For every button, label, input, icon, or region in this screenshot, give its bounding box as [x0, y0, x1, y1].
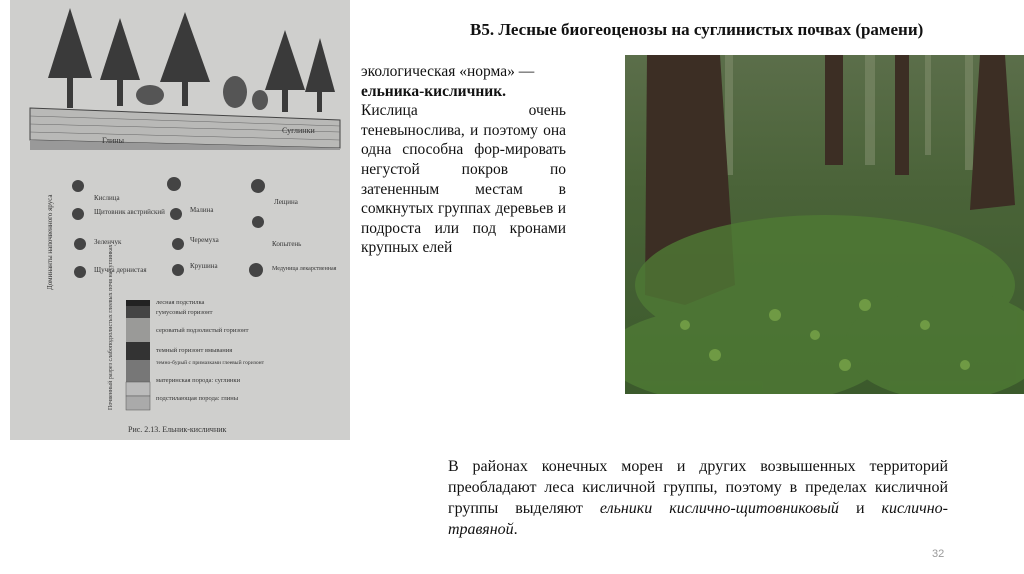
- plant-label-8: Лещина: [274, 198, 298, 206]
- textbook-figure-scan: [10, 0, 350, 440]
- dominants-label: Доминанты напочвенного яруса: [46, 194, 54, 290]
- bottom-text-emph1: ельники кислично-щитовниковый: [599, 500, 839, 517]
- plant-label-1: Кислица: [94, 194, 120, 202]
- bottom-text-end: .: [513, 521, 518, 538]
- bottom-text-mid: и: [838, 500, 882, 517]
- plant-label-3: Зеленчук: [94, 238, 122, 246]
- soil-profile-column: [126, 300, 150, 410]
- bottom-text-emph2: кислично-травяной: [448, 500, 949, 538]
- description-body: Кислица очень теневынослива, и поэтому она одна способна фор-мировать негустой покров по затененным местам в сомкнутых группах деревьев и подроста или под кронами крупных елей: [361, 102, 566, 257]
- plant-label-10: Медуница лекарственная: [272, 266, 337, 272]
- description-highlight: ельника-кисличник.: [361, 82, 507, 100]
- figure-caption: Рис. 2.13. Ельник-кисличник: [128, 425, 227, 434]
- soil-label-loam: Суглинки: [282, 126, 315, 135]
- horizon-label-1: лесная подстилка: [156, 299, 205, 306]
- page-number: 32: [932, 548, 945, 560]
- horizon-label-5: темно-бурый с примазками глеевый горизонт: [156, 360, 265, 366]
- plant-label-6: Черемуха: [190, 236, 219, 244]
- plant-label-7: Крушина: [190, 262, 218, 270]
- soil-label-clay: Глины: [102, 136, 124, 145]
- plant-label-9: Копытень: [272, 240, 302, 248]
- horizon-label-6: материнская порода: суглинки: [156, 377, 241, 384]
- profile-side-label: Почвенный разрез слабоподзолистых глеевых почв на суглинках: [108, 244, 114, 410]
- slide-title: В5. Лесные биогеоценозы на суглинистых почвах (рамени): [470, 20, 924, 39]
- forest-photo: [625, 55, 1024, 394]
- horizon-label-2: гумусовый горизонт: [156, 309, 213, 316]
- description-intro: экологическая «норма» —: [361, 63, 535, 80]
- horizon-label-4: темный горизонт вмывания: [156, 347, 233, 354]
- forest-photo-illustration: [625, 55, 1024, 394]
- plant-label-2: Щитовник австрийский: [94, 208, 165, 216]
- forest-profile-illustration: [10, 0, 350, 440]
- bottom-paragraph: [448, 456, 948, 540]
- description-block: [361, 62, 566, 258]
- horizon-label-7: подстилающая порода: глины: [156, 395, 239, 402]
- horizon-label-3: сероватый подзолистый горизонт: [156, 327, 249, 334]
- bottom-text-part1: В районах конечных морен и других возвышенных территорий преобладают леса кисличной группы, поэтому в пределах кисличной группы выделяют: [448, 458, 948, 517]
- plant-label-5: Малина: [190, 206, 214, 214]
- plant-label-4: Щучка дернистая: [94, 266, 147, 274]
